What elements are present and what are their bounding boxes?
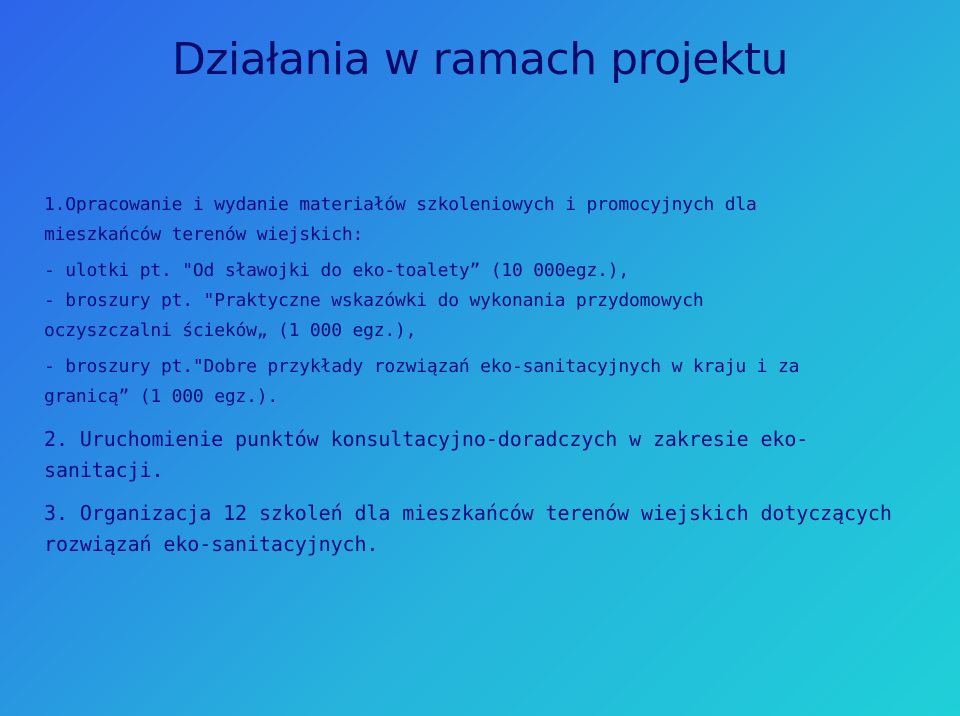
item-3-line-1: 3. Organizacja 12 szkoleń dla mieszkańców terenów wiejskich dotyczących [44,501,892,525]
slide-content [44,190,924,560]
item-3-line-2: rozwiązań eko-sanitacyjnych. [44,532,379,556]
slide-title: Działania w ramach projektu [172,34,788,85]
item-2 [44,424,924,486]
bullet-list [44,256,924,412]
item-1 [44,190,924,250]
bullet-leaflets: - ulotki pt. "Od sławojki do eko-toalety” (10 000egz.), [44,260,630,281]
item-3 [44,498,924,560]
item-2-line-2: sanitacji. [44,458,164,482]
item-1-line-1: 1.Opracowanie i wydanie materiałów szkoleniowych i promocyjnych dla [44,194,757,215]
item-2-line-1: 2. Uruchomienie punktów konsultacyjno-doradczych w zakresie eko- [44,427,809,451]
bullet-brochure-1-line-2: oczyszczalni ścieków„ (1 000 egz.), [44,320,417,341]
bullet-brochure-2-line-1: - broszury pt."Dobre przykłady rozwiązań eko-sanitacyjnych w kraju i za [44,356,800,377]
bullet-brochure-1-line-1: - broszury pt. "Praktyczne wskazówki do wykonania przydomowych [44,290,704,311]
item-1-line-2: mieszkańców terenów wiejskich: [44,224,364,245]
bullet-brochure-2-line-2: granicą” (1 000 egz.). [44,386,279,407]
